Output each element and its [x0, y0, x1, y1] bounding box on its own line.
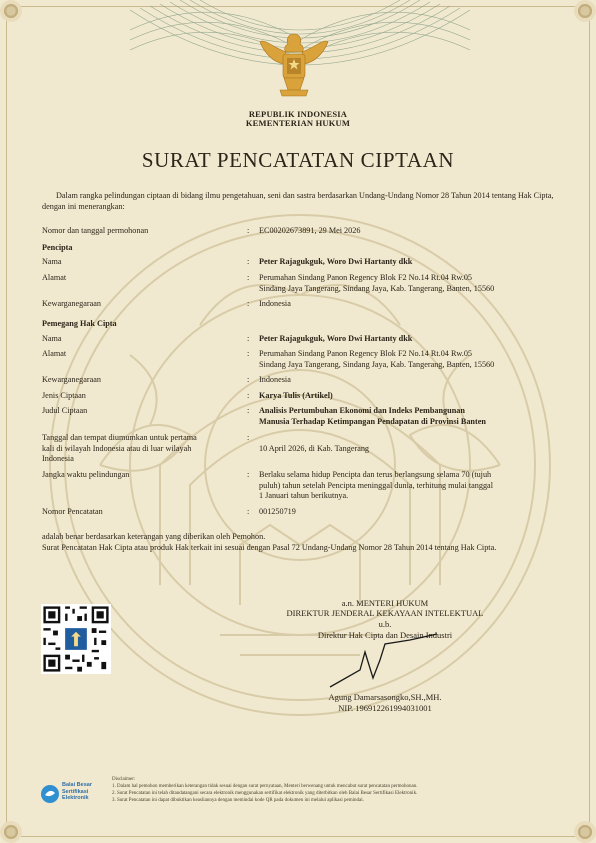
disclaimer-item: 1. Dalam hal pemohon memberikan keterangan tidak sesuai dengan surat pernyataan, Menteri berwenang untuk mencabut surat pencatatan permohonan.: [112, 784, 418, 789]
signatory-nip: NIP. 196912261994031001: [338, 703, 432, 713]
section-heading-pencipta: Pencipta: [42, 243, 73, 252]
application-number: EC00202673891, 29 Mei 2026: [259, 226, 361, 235]
bsre-icon: [40, 784, 60, 804]
colon: :: [247, 257, 250, 266]
signature-line-3: u.b.: [378, 619, 392, 629]
signatory-name: Agung Damarsasongko,SH.,MH.: [328, 692, 442, 702]
text-line: puluh) tahun setelah Pencipta meninggal dunia, terhitung mulai tanggal: [259, 480, 493, 490]
intro-paragraph: Dalam rangka pelindungan ciptaan di bidang ilmu pengetahuan, seni dan sastra berdasarkan Undang-Undang Nomor 28 Tahun 2014 tentang Hak Cipta, dengan ini menerangkan:: [42, 191, 554, 211]
closing-statement: adalah benar berdasarkan keterangan yang diberikan oleh Pemohon.: [42, 532, 266, 541]
judul-ciptaan: [259, 406, 559, 427]
corner-ornament: [0, 0, 22, 22]
bsre-line: Sertifikasi: [62, 788, 89, 795]
text-line: 1 Januari tahun berikutnya.: [259, 491, 349, 500]
colon: :: [247, 406, 250, 415]
tanggal-diumumkan: 10 April 2026, di Kab. Tangerang: [259, 444, 370, 453]
colon: :: [247, 273, 250, 282]
qr-code: [41, 604, 111, 674]
garuda-emblem-icon: [258, 28, 330, 104]
colon: :: [247, 470, 250, 479]
bsre-logo: [40, 782, 102, 808]
address-line: Sindang Jaya Tangerang, Sindang Jaya, Kab. Tangerang, Banten, 15560: [259, 359, 495, 369]
label-line: Indonesia: [42, 454, 74, 463]
pemegang-kewarganegaraan: Indonesia: [259, 375, 291, 384]
jangka-waktu: [259, 470, 559, 502]
colon: :: [247, 507, 250, 516]
field-label: Jenis Ciptaan: [42, 391, 86, 400]
address-line: Perumahan Sindang Panon Regency Blok F2 No.14 Rt.04 Rw.05: [259, 349, 473, 358]
nomor-pencatatan: 001250719: [259, 507, 296, 516]
document-title: SURAT PENCATATAN CIPTAAN: [141, 148, 455, 172]
field-label: Jangka waktu pelindungan: [42, 470, 130, 479]
corner-ornament: [574, 821, 596, 843]
legal-basis-statement: Surat Pencatatan Hak Cipta atau produk Hak terkait ini sesuai dengan Pasal 72 Undang-Undang Nomor 28 Tahun 2014 tentang Hak Cipta.: [42, 543, 497, 552]
corner-ornament: [574, 0, 596, 22]
colon: :: [247, 226, 250, 235]
field-label: Nomor dan tanggal permohonan: [42, 226, 149, 235]
field-label: Nama: [42, 334, 62, 343]
ministry-name: KEMENTERIAN HUKUM: [245, 118, 351, 128]
pemegang-alamat: [259, 349, 559, 370]
signature-line-2: DIREKTUR JENDERAL KEKAYAAN INTELEKTUAL: [286, 608, 484, 618]
colon: :: [247, 349, 250, 358]
address-line: Perumahan Sindang Panon Regency Blok F2 No.14 Rt.04 Rw.05: [259, 273, 473, 282]
bsre-line: Elektronik: [62, 795, 89, 801]
bsre-line: Balai Besar: [62, 782, 92, 788]
section-heading-pemegang: Pemegang Hak Cipta: [42, 319, 117, 328]
address-line: Sindang Jaya Tangerang, Sindang Jaya, Kab. Tangerang, Banten, 15560: [259, 283, 495, 293]
field-label: Kewarganegaraan: [42, 299, 101, 308]
field-label: Alamat: [42, 349, 67, 358]
disclaimer-notes: [112, 776, 562, 804]
pencipta-nama: Peter Rajagukguk, Woro Dwi Hartanty dkk: [259, 257, 413, 266]
label-line: Tanggal dan tempat diumumkan untuk pertama: [42, 433, 197, 442]
field-label: Kewarganegaraan: [42, 375, 101, 384]
corner-ornament: [0, 821, 22, 843]
pemegang-nama: Peter Rajagukguk, Woro Dwi Hartanty dkk: [259, 334, 413, 343]
colon: :: [247, 375, 250, 384]
text-line: Berlaku selama hidup Pencipta dan terus berlangsung selama 70 (tujuh: [259, 470, 492, 479]
field-label: Judul Ciptaan: [42, 406, 88, 415]
disclaimer-heading: Disclaimer:: [112, 777, 136, 782]
pencipta-alamat: [259, 273, 559, 294]
field-label: Nomor Pencatatan: [42, 507, 103, 516]
label-line: kali di wilayah Indonesia atau di luar wilayah: [42, 443, 192, 453]
disclaimer-item: 3. Surat Pencatatan ini dapat dibuktikan keasliannya dengan memindai kode QR pada dokumen ini melalui aplikasi pemindai.: [112, 798, 364, 803]
bsre-text: [62, 782, 92, 802]
colon: :: [247, 334, 250, 343]
field-label: Alamat: [42, 273, 67, 282]
field-label: [42, 433, 242, 465]
signature-line-4: Direktur Hak Cipta dan Desain Industri: [317, 630, 453, 640]
signature-line-1: a.n. MENTERI HUKUM: [341, 598, 429, 608]
title-line: Analisis Pertumbuhan Ekonomi dan Indeks Pembangunan: [259, 406, 465, 415]
pencipta-kewarganegaraan: Indonesia: [259, 299, 291, 308]
country-name: REPUBLIK INDONESIA: [248, 109, 348, 119]
title-line: Manusia Terhadap Ketimpangan Pendapatan di Provinsi Banten: [259, 416, 486, 426]
jenis-ciptaan: Karya Tulis (Artikel): [259, 391, 333, 400]
colon: :: [247, 391, 250, 400]
colon: :: [247, 299, 250, 308]
colon: :: [247, 433, 250, 442]
field-label: Nama: [42, 257, 62, 266]
handwritten-signature: [325, 632, 440, 692]
disclaimer-item: 2. Surat Pencatatan ini telah ditandatangani secara elektronik menggunakan sertifikat elektronik yang diterbitkan oleh Balai Besar Sertifikasi Elektronik.: [112, 791, 418, 796]
